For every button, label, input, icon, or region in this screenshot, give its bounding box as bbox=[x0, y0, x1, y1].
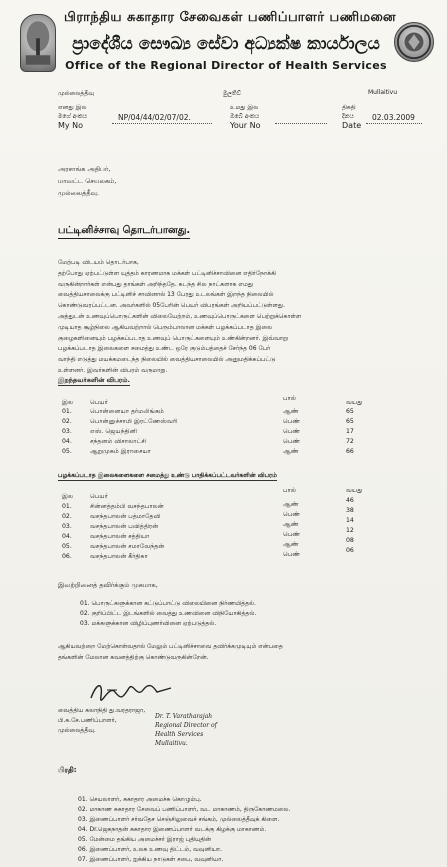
signatory-name: வைத்திய கலாநிதி து.வரதராஜா, bbox=[58, 707, 146, 714]
deceased-row-name: பொன்னுச்சாமி இரட்ணேஸ்வரி bbox=[90, 418, 178, 425]
addressee-line-1: அரசாங்க அதிபர், bbox=[58, 165, 111, 173]
cc-item: 05. மேன்மை தங்கிய அமைச்சர் இராஜ் புதியுதின் bbox=[78, 836, 212, 843]
deceased-row-no: 01. bbox=[62, 408, 72, 415]
letterhead-tamil-title: பிராந்திய சுகாதார சேவைகள் பணிப்பாளர் பணிமனை bbox=[64, 10, 396, 25]
affected-row-no: 05. bbox=[62, 543, 72, 550]
deceased-row-sex: ஆண் bbox=[283, 408, 299, 415]
your-no-label-ta: உமது இல bbox=[230, 104, 259, 111]
deceased-row-no: 05. bbox=[62, 448, 72, 455]
deceased-col-age: வயது bbox=[346, 399, 363, 406]
your-no-dotted-line bbox=[275, 123, 327, 124]
deceased-heading: இறந்தவர்களின் விபரம். bbox=[58, 376, 130, 384]
affected-row-sex: பெண் bbox=[283, 531, 301, 538]
signatory-title: பி.சு.சே.பணிப்பாளர், bbox=[58, 717, 117, 724]
body-line: கொண்டுவரப்பட்டன. அவர்களில் 05பேரின் பெயர் விபரங்கள் அறியப்பட்டுள்ளது. bbox=[58, 302, 285, 310]
affected-row-age: 38 bbox=[346, 507, 354, 514]
affected-row-no: 06. bbox=[62, 553, 72, 560]
body-line: உள்ளனர். இவர்களின் விபரம் வருமாறு. bbox=[58, 366, 168, 374]
body-line: முடியாத சூழ்நிலை ஆகியவற்றால் பெரும்பாலான மக்கள் பழக்கப்படாத இலை bbox=[58, 323, 273, 331]
place-english: Mullaitivu bbox=[368, 89, 398, 96]
affected-row-no: 01. bbox=[62, 503, 72, 510]
affected-row-name: வசந்தபாலன் சத்தியா bbox=[90, 533, 150, 540]
cc-item: 04. Dr.ஜெகநாதன் சுகாதார இணைப்பாளர் வடக்கு கிழக்கு மாகாணம். bbox=[78, 826, 267, 833]
body-line: மேற்படி விடயம் தொடர்பாக, bbox=[58, 259, 139, 266]
closing-line: தங்களின் மேலான கவனத்திற்கு கொண்டுவருகின்றேன். bbox=[58, 654, 209, 661]
date-label-ta: திகதி bbox=[342, 104, 356, 111]
deceased-row-age: 17 bbox=[346, 428, 354, 435]
affected-col-name: பெயர் bbox=[90, 493, 108, 500]
affected-row-no: 04. bbox=[62, 533, 72, 540]
affected-row-name: வசந்தபாலன் கீர்திகா bbox=[90, 553, 148, 560]
my-no-dotted-line bbox=[112, 123, 212, 124]
affected-row-age: 12 bbox=[346, 527, 354, 534]
cc-item: 01. செயலாளர், சுகாதார அமைச்சு கொழும்பு. bbox=[78, 796, 202, 803]
body-line: அத்துடன் உணவுப்பொருட்களின் விலையேற்றம், உணவுப்பொருட்களை பெற்றுக்கொள்ள bbox=[58, 312, 302, 320]
affected-row-age: 46 bbox=[346, 497, 354, 504]
deceased-row-age: 66 bbox=[346, 448, 354, 455]
deceased-row-age: 65 bbox=[346, 418, 354, 425]
letterhead-sinhala-title: ප්‍රාදේශීය සෞඛ්‍ය සේවා අධ්‍යක්ෂ කාර්යාලය bbox=[72, 34, 380, 54]
my-no-value: NP/04/44/02/07/02. bbox=[118, 113, 191, 122]
affected-col-age: வயது bbox=[346, 487, 363, 494]
date-label-si: දිනය bbox=[342, 113, 354, 120]
deceased-col-no: இல bbox=[62, 399, 74, 406]
place-sinhala: මුලතිව් bbox=[223, 90, 242, 97]
affected-row-sex: ஆண் bbox=[283, 541, 299, 548]
my-no-labels bbox=[58, 103, 87, 130]
body-line: வைத்தியசாலைக்கு பட்டினிச் சாவினால் 13 பேரது உடலங்கள் இறந்த நிலையில் bbox=[58, 291, 274, 299]
my-no-label-si: මගේ අංකය bbox=[58, 113, 88, 120]
affected-row-no: 02. bbox=[62, 513, 72, 520]
department-emblem-icon bbox=[20, 14, 56, 72]
affected-row-sex: பெண் bbox=[283, 511, 301, 518]
date-dotted-line bbox=[366, 123, 422, 124]
cc-item: 07. இணைப்பாளர், ஐக்கிய நாடுகள் சபை, வவுனியா. bbox=[78, 856, 224, 863]
affected-row-no: 03. bbox=[62, 523, 72, 530]
cc-item: 03. இணைப்பாளர் சர்வதேச செஞ்சிலுவைச் சங்கம், முல்லைத்தீவுக் கிளை. bbox=[78, 816, 280, 823]
date-value: 02.03.2009 bbox=[372, 113, 415, 122]
stamp-line-3: Health Services bbox=[155, 731, 204, 738]
avoid-item: 01. பொருட்களுக்கான கட்டுப்பாட்டு விலையினை நிர்ணயித்தல். bbox=[80, 600, 256, 607]
deceased-row-name: ஆறுமுகம் இராசையா bbox=[90, 448, 152, 455]
handwritten-signature bbox=[87, 678, 187, 704]
deceased-col-sex: பால் bbox=[283, 395, 296, 402]
avoid-heading: இவற்றினைத் தவிர்க்கும் முகமாக, bbox=[58, 581, 158, 589]
signatory-place: முல்லைத்தீவு. bbox=[58, 727, 96, 734]
deceased-row-sex: பெண் bbox=[283, 418, 301, 425]
affected-row-name: வசந்தபாலன் பத்மாதேவி bbox=[90, 513, 161, 520]
subject-heading: பட்டினிச்சாவு தொடர்பானது. bbox=[58, 225, 190, 239]
cc-item: 06. இணைப்பாளர், உலக உணவு திட்டம், வவுனியா. bbox=[78, 846, 222, 853]
avoid-item: 02. குறிப்பிட்ட இடங்களில் வைத்து உணவினை விநியோகித்தல். bbox=[80, 610, 257, 617]
deceased-row-sex: பெண் bbox=[283, 438, 301, 445]
affected-col-sex: பால் bbox=[283, 487, 296, 494]
body-line: தற்போது ஏற்பட்டுள்ள யுத்தம் காரணமாக மக்கள் பட்டினிச்சாவினை எதிர்நோக்கி bbox=[58, 269, 276, 277]
deceased-row-age: 72 bbox=[346, 438, 354, 445]
my-no-label-ta: எனது இல bbox=[58, 104, 87, 111]
letterhead-english-title: Office of the Regional Director of Health Services bbox=[65, 59, 387, 72]
affected-row-age: 06 bbox=[346, 547, 354, 554]
place-tamil: முல்லைத்தீவு bbox=[58, 90, 94, 97]
your-no-label-si: ඔබේ අංකය bbox=[230, 113, 260, 120]
affected-row-name: சின்னத்தம்பி வசந்தபாலன் bbox=[90, 503, 164, 510]
affected-row-sex: ஆண் bbox=[283, 501, 299, 508]
your-no-label-en: Your No bbox=[230, 121, 261, 130]
deceased-row-name: பொன்னையா தர்மலிங்கம் bbox=[90, 408, 164, 415]
my-no-label-en: My No bbox=[58, 121, 84, 130]
deceased-row-no: 03. bbox=[62, 428, 72, 435]
stamp-line-2: Regional Director of bbox=[155, 722, 217, 729]
body-line: பழக்கப்படாத இலைகளை சமைத்து உண்ட ஒரே குடும்பத்தைச் சேர்ந்த 06 பேர் bbox=[58, 345, 271, 353]
affected-row-sex: பெண் bbox=[283, 551, 301, 558]
body-line: வருகின்றார்கள் என்பது தாங்கள் அறிந்ததே. கடந்த சில நாட்களாக எமது bbox=[58, 280, 254, 288]
deceased-row-sex: பெண் bbox=[283, 428, 301, 435]
cc-item: 02. மாகாண சுகாதார சேவைப் பணிப்பாளர், வட மாகாணம், திருகோணமலை. bbox=[78, 806, 291, 813]
copy-to-label: பிரதி: bbox=[58, 766, 77, 774]
deceased-row-no: 04. bbox=[62, 438, 72, 445]
addressee-line-3: முல்லைத்தீவு. bbox=[58, 189, 99, 197]
deceased-row-no: 02. bbox=[62, 418, 72, 425]
deceased-row-name: எஸ். ஜெயந்தினி bbox=[90, 428, 138, 435]
affected-heading: பழக்கப்படாத இலைகளைகளை சமைத்து உண்டு பாதிக்கப்பட்டவர்களின் விபரம் bbox=[58, 472, 277, 479]
date-labels bbox=[342, 103, 361, 130]
body-paragraph bbox=[58, 258, 414, 377]
deceased-row-sex: ஆண் bbox=[283, 448, 299, 455]
deceased-col-name: பெயர் bbox=[90, 399, 108, 406]
affected-col-no: இல bbox=[62, 493, 74, 500]
affected-row-name: வசந்தபாலன் சமாவேந்தன் bbox=[90, 543, 165, 550]
deceased-row-name: சந்தனம் விசாலாட்சி bbox=[90, 438, 147, 445]
closing-line: ஆகியவற்றை மேற்கொள்வதால் மேலும் பட்டினிச்சாவை தவிர்க்கமுடியும் என்பதை bbox=[58, 643, 283, 650]
stamp-line-4: Mullaitivu. bbox=[155, 740, 188, 747]
your-no-labels bbox=[230, 103, 261, 130]
avoid-item: 03. மக்களுக்கான விழிப்புணர்வினை ஏற்படுத்தல். bbox=[80, 620, 217, 627]
affected-row-sex: ஆண் bbox=[283, 521, 299, 528]
body-line: வாந்தி எடுத்து மயக்கமடைந்த நிலையில் வைத்தியசாலையில் அனுமதிக்கப்பட்டு bbox=[58, 356, 276, 364]
affected-row-age: 14 bbox=[346, 517, 354, 524]
addressee-line-2: மாவட்ட செயலகம், bbox=[58, 177, 117, 185]
affected-row-age: 08 bbox=[346, 537, 354, 544]
date-label-en: Date bbox=[342, 121, 362, 130]
deceased-row-age: 65 bbox=[346, 408, 354, 415]
national-emblem-icon bbox=[394, 22, 434, 62]
body-line: குழைகளினையும் பழக்கப்படாத உணவுப் பொருட்களையும் உண்கின்றனர். இவ்வாறு bbox=[58, 334, 289, 342]
stamp-line-1: Dr. T. Varatharajah bbox=[155, 713, 213, 720]
affected-row-name: வசந்தபாலன் பவித்திரன் bbox=[90, 523, 159, 530]
